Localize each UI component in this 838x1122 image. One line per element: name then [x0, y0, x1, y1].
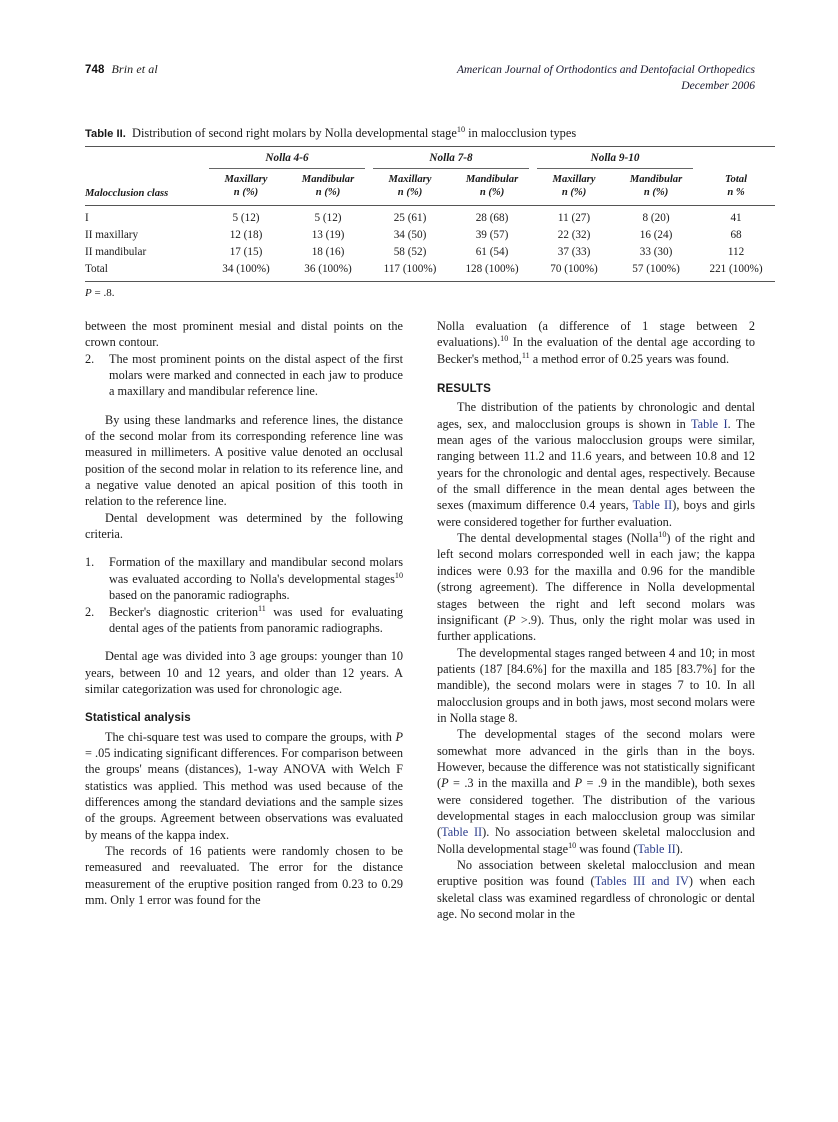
stub-header: Malocclusion class	[85, 188, 169, 199]
running-head-right	[457, 62, 755, 93]
cell: 17 (15)	[229, 246, 263, 258]
link-tables-iii-iv[interactable]: Tables III and IV	[594, 874, 689, 889]
list-marker: 2.	[85, 351, 95, 366]
link-table-ii[interactable]: Table II	[632, 498, 673, 513]
cell: 36 (100%)	[304, 263, 352, 275]
group-header-nolla-4-6: Nolla 4-6	[265, 152, 309, 164]
cell: 117 (100%)	[383, 263, 437, 275]
nolla-text-b: In the evaluation of the dental age according to Becker's method,	[437, 335, 755, 366]
paragraph-continued: between the most prominent mesial and distal points on the crown contour.	[85, 319, 403, 350]
p-symbol: P	[574, 776, 583, 791]
cell: 16 (24)	[639, 229, 673, 241]
table-caption-text-after: in malocclusion types	[465, 126, 577, 140]
sex-text-e: was found (	[576, 841, 638, 856]
distribution-text-a: The distribution of the patients by chronologic and dental ages, sex, and malocclusion groups is shown in	[437, 400, 755, 431]
list-item	[85, 604, 403, 637]
table-label: Table II.	[85, 128, 126, 140]
chi-square-text-a: The chi-square test was used to compare the groups, with	[105, 729, 396, 744]
cell: 5 (12)	[314, 212, 342, 224]
paragraph-developmental-stages	[437, 530, 755, 644]
stages-text-b: ) of the right and left second molars corresponded well in each jaw; the kappa indices were 0.93 for the maxilla and 0.96 for the mandible (strong agreement). The difference in Nolla developmental stages between the right and left second molars was insignificant (	[437, 531, 755, 627]
cell: 39 (57)	[475, 229, 509, 241]
sex-text-c: = .9 in the mandible), both sexes were considered together. The distribution of the various developmental stages in each malocclusion group was similar (	[437, 776, 755, 840]
sex-text-f: ).	[675, 841, 683, 856]
stages-text-a: The dental developmental stages (Nolla	[457, 531, 659, 546]
issue-date: December 2006	[681, 78, 755, 92]
subheader-mandibular-1	[287, 169, 369, 206]
subheader-label: Total	[725, 174, 748, 185]
list-item-text-after: was used for evaluating dental ages of the patients from panoramic radiographs.	[109, 604, 403, 635]
nolla-text-a: Nolla evaluation (a difference of 1 stage between 2 evaluations).	[437, 319, 755, 350]
list-marker: 2.	[85, 604, 95, 619]
sex-text-a: The developmental stages of the second molars were somewhat more advanced in the girls than in the boys. However, because the difference was not statistically significant (	[437, 727, 755, 791]
paragraph-dental-development: Dental development was determined by the following criteria.	[85, 510, 403, 542]
subheader-maxillary-1	[205, 169, 287, 206]
heading-results: RESULTS	[437, 382, 491, 396]
table-footnote	[85, 287, 755, 299]
subheader-unit: n (%)	[643, 187, 669, 198]
subheader-label: Maxillary	[552, 174, 596, 185]
noassoc-text-b: ) when each skeletal class was examined regardless of chronologic or dental age. No second molar in the	[437, 874, 755, 922]
cell: 18 (16)	[311, 246, 345, 258]
subheader-unit: n (%)	[397, 187, 423, 198]
running-head-left	[85, 62, 158, 77]
cell: 34 (100%)	[222, 263, 270, 275]
table-row	[85, 227, 775, 244]
table-row-total	[85, 261, 775, 282]
p-symbol: P	[507, 612, 516, 627]
cell: 25 (61)	[393, 212, 427, 224]
subheader-maxillary-3	[533, 169, 615, 206]
row-class: Total	[85, 263, 108, 275]
link-table-ii[interactable]: Table II	[441, 825, 483, 840]
noassoc-text-a: No association between skeletal malocclusion and mean eruptive position was found (	[437, 858, 755, 889]
row-class: II mandibular	[85, 246, 147, 258]
subheader-unit: n (%)	[315, 187, 341, 198]
row-class: II maxillary	[85, 229, 139, 241]
paragraph-landmarks: By using these landmarks and reference lines, the distance of the second molar from its corresponding reference line was measured in millimeters. A positive value denoted an occlusal position of the second molar in relation to its reference line, and a negative value denoted an apical position of this tooth in relation to the reference line.	[85, 412, 403, 509]
subheader-mandibular-3	[615, 169, 697, 206]
reference-superscript: 10	[568, 840, 577, 850]
list-item-superscript: 10	[394, 570, 403, 580]
running-head-authors: Brin et al	[111, 62, 158, 76]
list-dental-criteria	[85, 554, 403, 636]
subheader-unit: n (%)	[479, 187, 505, 198]
cell: 22 (32)	[557, 229, 591, 241]
subheader-total	[697, 169, 775, 206]
subheader-unit: n (%)	[233, 187, 259, 198]
paragraph-chi-square	[85, 729, 403, 843]
group-header-nolla-9-10: Nolla 9-10	[590, 152, 640, 164]
page-folio: 748	[85, 64, 105, 76]
paragraph-records: The records of 16 patients were randomly chosen to be remeasured and reevaluated. The error for the distance measurement of the eruptive position ranged from 0.23 to 0.29 mm. Only 1 error was found for the	[85, 843, 403, 907]
subheader-label: Mandibular	[629, 174, 683, 185]
link-table-ii[interactable]: Table II	[637, 841, 676, 856]
subheader-label: Mandibular	[301, 174, 355, 185]
table-caption-superscript: 10	[456, 124, 466, 134]
row-class: I	[85, 212, 89, 224]
cell-total: 68	[730, 229, 742, 241]
list-item-text: Formation of the maxillary and mandibular second molars was evaluated according to Nolla's developmental stages	[109, 555, 403, 586]
table-block	[85, 124, 763, 299]
cell: 70 (100%)	[550, 263, 598, 275]
sex-text-d: ). No association between skeletal malocclusion and Nolla developmental stage	[437, 825, 755, 856]
link-table-i[interactable]: Table I	[691, 416, 728, 431]
cell: 61 (54)	[475, 246, 509, 258]
cell-total: 221 (100%)	[709, 263, 763, 275]
cell: 128 (100%)	[465, 263, 519, 275]
sex-text-b: = .3 in the maxilla and	[448, 776, 575, 791]
list-marker: 1.	[85, 555, 95, 570]
subheader-maxillary-2	[369, 169, 451, 206]
table-nolla-distribution	[85, 146, 775, 282]
subheader-label: Maxillary	[224, 174, 268, 185]
group-header-nolla-7-8: Nolla 7-8	[429, 152, 473, 164]
cell: 11 (27)	[557, 212, 591, 224]
chi-square-text-b: = .05 indicating significant differences. For comparison between the groups' means (distances), 1-way ANOVA with Welch F statistics was applied. This method was used because of the differences among the standard deviations and the sample sizes of the groups. Agreement between observations was evaluated by means of the kappa index.	[85, 745, 403, 842]
paragraph-sex-differences	[437, 726, 755, 857]
footnote-p-symbol: P	[85, 287, 92, 299]
paragraph-nolla-evaluation	[437, 318, 755, 367]
list-landmark-criteria	[85, 351, 403, 400]
cell: 34 (50)	[393, 229, 427, 241]
running-head	[85, 62, 755, 102]
subheader-label: Maxillary	[388, 174, 432, 185]
paragraph-stage-range: The developmental stages ranged between 4 and 10; in most patients (187 [84.6%] for the maxilla and 185 [83.7%] for the mandible), the second molars were in stages 7 to 10. In all malocclusion groups and in both jaws, most second molars were in Nolla stage 8.	[437, 645, 755, 725]
paragraph-distribution	[437, 399, 755, 530]
journal-title: American Journal of Orthodontics and Dentofacial Orthopedics	[456, 63, 755, 76]
distribution-text-b: . The mean ages of the various malocclusion groups were similar, ranging between 11.2 and 11.6 years, and between 10.8 and 12 years for the chronologic and dental ages, respectively. Because of the small difference in the mean dental ages between the sexes (maximum difference 0.4 years,	[437, 416, 755, 513]
cell-total: 112	[727, 246, 745, 258]
subheader-label: Mandibular	[465, 174, 519, 185]
distribution-text-c: ), boys and girls were considered together for further evaluation.	[437, 498, 755, 529]
right-column	[437, 318, 755, 922]
table-caption-text: Distribution of second right molars by Nolla developmental stage	[132, 126, 457, 140]
list-item-text: The most prominent points on the distal aspect of the first molars were marked and connected in each jaw to produce a maxillary and mandibular reference line.	[109, 351, 403, 399]
cell: 58 (52)	[393, 246, 427, 258]
cell: 8 (20)	[642, 212, 670, 224]
nolla-text-c: a method error of 0.25 years was found.	[529, 351, 730, 366]
subheader-unit: n (%)	[561, 187, 587, 198]
list-item-superscript: 11	[258, 603, 266, 613]
cell: 28 (68)	[475, 212, 509, 224]
cell: 13 (19)	[311, 229, 345, 241]
table-caption	[85, 126, 755, 142]
p-symbol: P	[395, 729, 403, 744]
reference-superscript: 10	[500, 334, 509, 344]
reference-superscript: 11	[521, 350, 530, 360]
cell: 12 (18)	[229, 229, 263, 241]
list-item-text: Becker's diagnostic criterion	[109, 604, 258, 619]
cell: 57 (100%)	[632, 263, 680, 275]
p-symbol: P	[441, 776, 449, 791]
stages-text-c: >.9). Thus, only the right molar was used in further applications.	[437, 612, 755, 644]
cell: 37 (33)	[557, 246, 591, 258]
reference-superscript: 10	[658, 530, 667, 540]
cell: 5 (12)	[232, 212, 260, 224]
cell: 33 (30)	[639, 246, 673, 258]
table-group-header-row	[85, 147, 775, 169]
subheader-unit: n %	[727, 187, 745, 198]
paragraph-age-groups: Dental age was divided into 3 age groups: younger than 10 years, between 10 and 12 years, and older than 12 years. A similar categorization was used for chronologic age.	[85, 649, 403, 696]
paragraph-no-association	[437, 857, 755, 922]
table-row	[85, 206, 775, 227]
footnote-value: = .8.	[91, 287, 115, 299]
list-item	[85, 351, 403, 400]
list-item	[85, 554, 403, 603]
list-item-text-after: based on the panoramic radiographs.	[109, 588, 290, 603]
table-row	[85, 244, 775, 261]
cell-total: 41	[730, 212, 742, 224]
table-subheader-row	[85, 169, 775, 206]
subheader-mandibular-2	[451, 169, 533, 206]
left-column	[85, 318, 403, 908]
heading-statistical-analysis: Statistical analysis	[85, 711, 191, 725]
